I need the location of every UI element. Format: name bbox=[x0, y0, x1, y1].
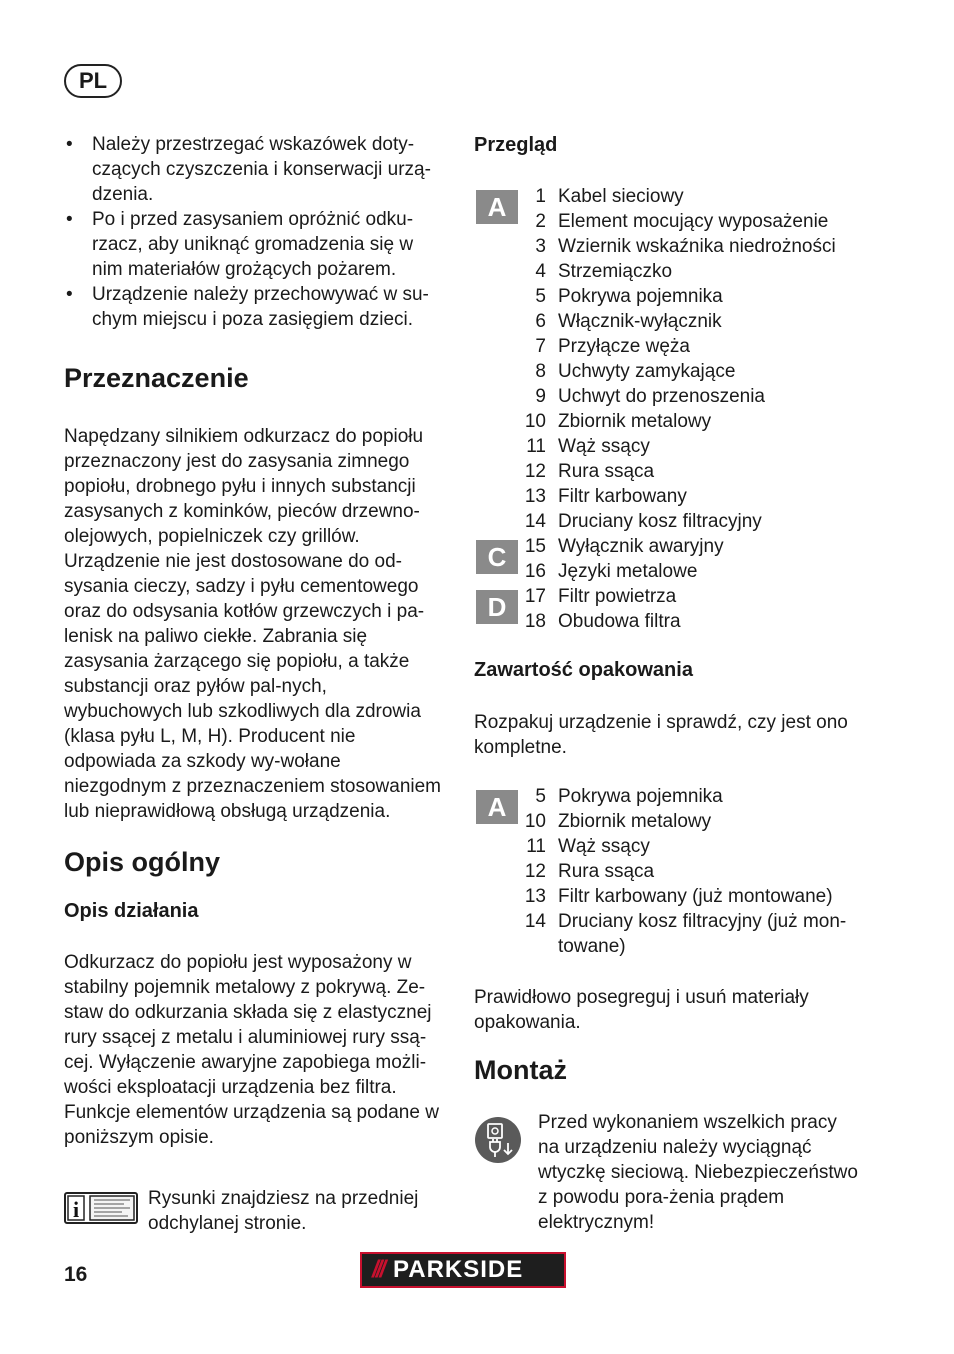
list-item bbox=[522, 409, 862, 434]
item-label: Języki metalowe bbox=[558, 561, 698, 582]
list-item bbox=[522, 834, 862, 859]
subsection-title-przeglad: Przegląd bbox=[474, 134, 558, 156]
list-item bbox=[522, 784, 862, 809]
item-label: Filtr karbowany (już montowane) bbox=[558, 886, 833, 907]
item-label: Rura ssąca bbox=[558, 861, 655, 882]
list-item bbox=[522, 534, 862, 559]
item-label: Uchwyty zamykające bbox=[558, 361, 736, 382]
item-label: Element mocujący wyposażenie bbox=[558, 211, 829, 232]
list-item bbox=[522, 334, 862, 359]
list-item bbox=[522, 359, 862, 384]
item-number: 8 bbox=[535, 361, 546, 382]
subsection-title-opis-dzialania: Opis działania bbox=[64, 900, 199, 922]
logo-brand-name: PARKSIDE bbox=[393, 1256, 524, 1283]
item-label: Włącznik-wyłącznik bbox=[558, 311, 722, 332]
item-number: 13 bbox=[524, 886, 546, 907]
bullet-item: • Po i przed zasysaniem opróżnić odku-rzacz, aby uniknąć gromadzenia się w nim materiałów grożących pożarem. bbox=[64, 207, 446, 282]
item-number: 1 bbox=[535, 186, 546, 207]
item-label: Wziernik wskaźnika niedrożności bbox=[558, 236, 836, 257]
item-number: 14 bbox=[524, 511, 546, 532]
section-title-opis-ogolny: Opis ogólny bbox=[64, 847, 221, 877]
safety-bullet-list bbox=[64, 132, 446, 332]
list-item bbox=[522, 509, 862, 534]
section-title-przeznaczenie: Przeznaczenie bbox=[64, 363, 249, 393]
item-number: 5 bbox=[535, 286, 546, 307]
list-item bbox=[522, 284, 862, 309]
subsection-title-zawartosc: Zawartość opakowania bbox=[474, 659, 693, 681]
montaz-warning-text: Przed wykonaniem wszelkich pracy na urządzeniu należy wyciągnąć wtyczkę sieciową. Niebezpieczeństwo z powodu pora-żenia prądem elektrycznym! bbox=[538, 1112, 858, 1233]
item-label: Filtr powietrza bbox=[558, 586, 677, 607]
item-number: 11 bbox=[526, 436, 546, 457]
unplug-warning-icon bbox=[474, 1116, 522, 1164]
bullet-item: • Urządzenie należy przechowywać w su-chym miejscu i poza zasięgiem dzieci. bbox=[64, 282, 446, 332]
info-note-text: Rysunki znajdziesz na przedniej odchylanej stronie. bbox=[148, 1188, 419, 1234]
item-label: Pokrywa pojemnika bbox=[558, 786, 723, 807]
item-label: Strzemiączko bbox=[558, 261, 673, 282]
list-item bbox=[522, 484, 862, 509]
figure-label-a-contents: A bbox=[476, 790, 518, 824]
list-item bbox=[522, 384, 862, 409]
item-label: Zbiornik metalowy bbox=[558, 811, 712, 832]
item-number: 12 bbox=[524, 461, 546, 482]
bullet-item: • Należy przestrzegać wskazówek doty-czących czyszczenia i konserwacji urzą-dzenia. bbox=[64, 132, 446, 207]
parts-list bbox=[522, 184, 862, 634]
item-label: Wąż ssący bbox=[558, 436, 650, 457]
przeznaczenie-text: Napędzany silnikiem odkurzacz do popiołu przeznaczony jest do zasysania zimnego popiołu, drobnego pyłu i innych substancji zasysanych z kominków, pieców drzewno-olejowych, popielniczek czy grillów. Urządzenie nie jest dostosowane do od-sysania cieczy, sadzy i pyłu cementowego oraz do odsysania kotłów grzewczych i pa-lenisk na paliwo ciekłe. Zabrania się zasysania żarzącego się popiołu, a także substancji oraz pyłów pal-nych, wybuchowych lub szkodliwych dla zdrowia (klasa pyłu L, M, H). Producent nie odpowiada za szkody wy-wołane niezgodnym z przeznaczeniem stosowaniem lub nieprawidłową obsługą urządzenia. bbox=[64, 426, 442, 822]
item-number: 4 bbox=[535, 261, 546, 282]
package-contents-list bbox=[522, 784, 862, 959]
item-number: 12 bbox=[524, 861, 546, 882]
item-number: 6 bbox=[535, 311, 546, 332]
item-number: 2 bbox=[535, 211, 546, 232]
item-label: Wyłącznik awaryjny bbox=[558, 536, 724, 557]
zawartosc-text: Rozpakuj urządzenie i sprawdź, czy jest ono kompletne. bbox=[474, 712, 848, 758]
item-number: 16 bbox=[524, 561, 546, 582]
svg-text:i: i bbox=[72, 1197, 80, 1222]
parkside-logo bbox=[360, 1252, 566, 1288]
item-label: Filtr karbowany bbox=[558, 486, 687, 507]
item-number: 10 bbox=[524, 811, 546, 832]
item-number: 9 bbox=[535, 386, 546, 407]
item-number: 11 bbox=[526, 836, 546, 857]
item-number: 7 bbox=[535, 336, 546, 357]
list-item bbox=[522, 909, 852, 959]
item-label: Wąż ssący bbox=[558, 836, 650, 857]
item-label: Kabel sieciowy bbox=[558, 186, 684, 207]
list-item bbox=[522, 209, 862, 234]
page-number: 16 bbox=[64, 1263, 88, 1286]
item-label: Druciany kosz filtracyjny (już mon-towane) bbox=[558, 911, 847, 957]
list-item bbox=[522, 434, 862, 459]
list-item bbox=[522, 859, 862, 884]
list-item bbox=[522, 884, 862, 909]
list-item bbox=[522, 459, 862, 484]
figure-label-c: C bbox=[476, 540, 518, 574]
list-item bbox=[522, 559, 862, 584]
logo-slashes: /// bbox=[372, 1256, 384, 1283]
list-item bbox=[522, 609, 862, 634]
list-item bbox=[522, 184, 862, 209]
item-label: Obudowa filtra bbox=[558, 611, 681, 632]
item-label: Uchwyt do przenoszenia bbox=[558, 386, 765, 407]
list-item bbox=[522, 809, 862, 834]
figure-label-d: D bbox=[476, 590, 518, 624]
language-badge: PL bbox=[64, 64, 122, 98]
info-book-icon bbox=[64, 1190, 138, 1226]
figure-label-a: A bbox=[476, 190, 518, 224]
opis-dzialania-text: Odkurzacz do popiołu jest wyposażony w stabilny pojemnik metalowy z pokrywą. Ze-staw do odkurzania składa się z elastycznej rury ssącej z metalu i aluminiowej rury ssą-cej. Wyłączenie awaryjne zapobiega możli-wości eksploatacji urządzenia bez filtra. Funkcje elementów urządzenia są podane w poniższym opisie. bbox=[64, 952, 439, 1148]
item-number: 14 bbox=[524, 911, 546, 932]
item-number: 13 bbox=[524, 486, 546, 507]
list-item bbox=[522, 259, 862, 284]
item-label: Przyłącze węża bbox=[558, 336, 690, 357]
item-label: Rura ssąca bbox=[558, 461, 655, 482]
list-item bbox=[522, 584, 862, 609]
item-number: 18 bbox=[524, 611, 546, 632]
section-title-montaz: Montaż bbox=[474, 1055, 567, 1085]
list-item bbox=[522, 309, 862, 334]
item-number: 17 bbox=[524, 586, 546, 607]
item-number: 5 bbox=[535, 786, 546, 807]
list-item bbox=[522, 234, 862, 259]
item-number: 10 bbox=[524, 411, 546, 432]
item-number: 15 bbox=[524, 536, 546, 557]
left-column bbox=[64, 132, 446, 1150]
recycle-text: Prawidłowo posegreguj i usuń materiały opakowania. bbox=[474, 987, 809, 1033]
item-label: Pokrywa pojemnika bbox=[558, 286, 723, 307]
item-label: Druciany kosz filtracyjny bbox=[558, 511, 762, 532]
item-number: 3 bbox=[535, 236, 546, 257]
item-label: Zbiornik metalowy bbox=[558, 411, 712, 432]
